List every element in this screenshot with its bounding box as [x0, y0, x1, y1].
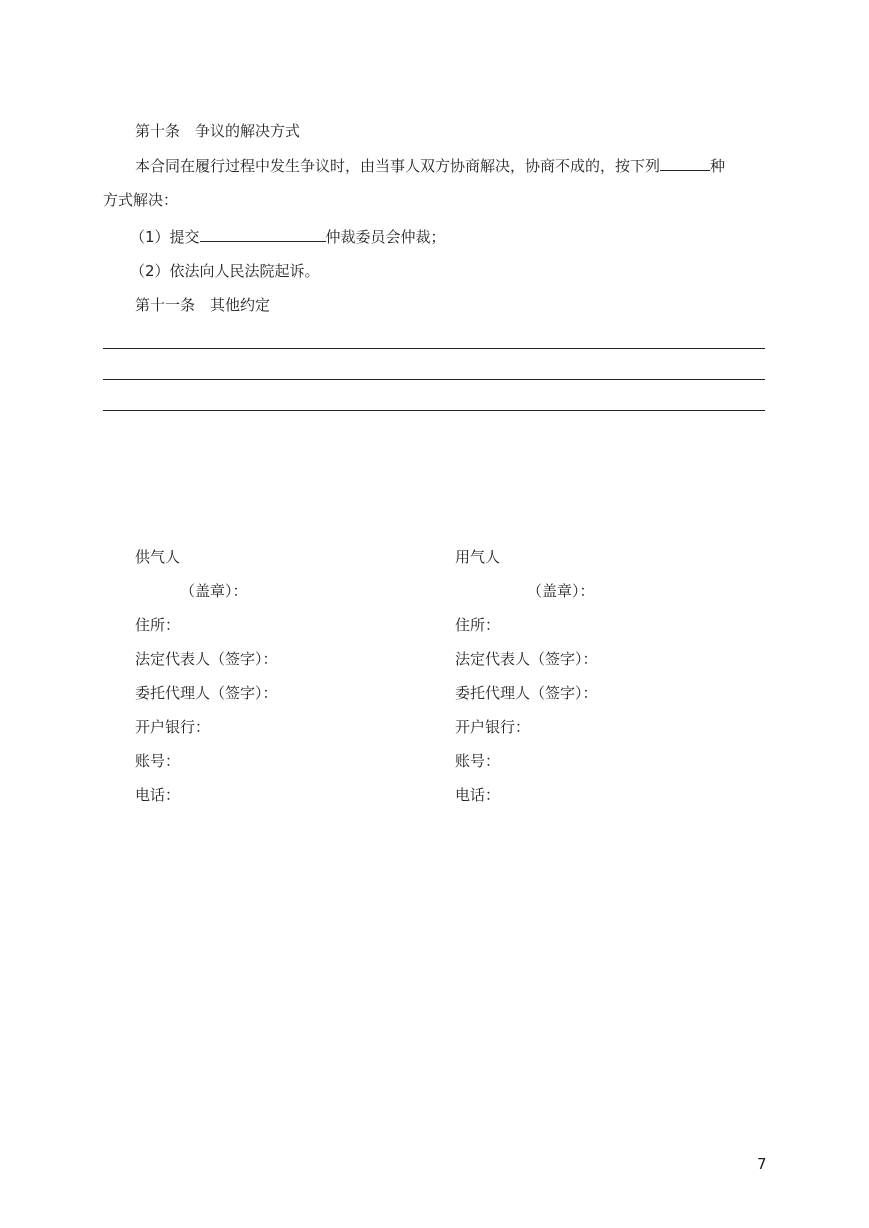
user-address: 住所：	[455, 616, 501, 634]
paragraph-text: 本合同在履行过程中发生争议时，由当事人双方协商解决，协商不成的，按下列	[135, 157, 661, 175]
method-count-blank[interactable]	[660, 156, 710, 171]
user-seal: （盖章）：	[527, 582, 595, 600]
other-agreement-line-1[interactable]	[103, 348, 765, 349]
other-agreement-line-3[interactable]	[103, 410, 765, 411]
supplier-title: 供气人	[135, 548, 181, 566]
paragraph-text-end: 种	[710, 157, 726, 175]
item1-prefix: （1）提交	[130, 228, 200, 246]
user-account: 账号：	[455, 752, 501, 770]
article10-item2: （2）依法向人民法院起诉。	[130, 262, 320, 280]
article10-paragraph-line1	[135, 156, 725, 176]
supplier-legal-rep: 法定代表人（签字）：	[135, 650, 278, 668]
arbitration-committee-blank[interactable]	[200, 227, 326, 242]
item1-suffix: 仲裁委员会仲裁；	[325, 228, 446, 246]
other-agreement-line-2[interactable]	[103, 379, 765, 380]
user-phone: 电话：	[455, 786, 501, 804]
supplier-phone: 电话：	[135, 786, 181, 804]
supplier-bank: 开户银行：	[135, 718, 211, 736]
user-bank: 开户银行：	[455, 718, 531, 736]
supplier-agent: 委托代理人（签字）：	[135, 684, 278, 702]
user-title: 用气人	[455, 548, 501, 566]
supplier-account: 账号：	[135, 752, 181, 770]
supplier-address: 住所：	[135, 616, 181, 634]
article11-heading: 第十一条 其他约定	[135, 296, 271, 314]
article10-item1	[130, 227, 446, 247]
article10-paragraph-line2: 方式解决：	[103, 191, 179, 209]
user-agent: 委托代理人（签字）：	[455, 684, 598, 702]
supplier-seal: （盖章）：	[180, 582, 248, 600]
page-number: 7	[757, 1155, 767, 1173]
article10-heading: 第十条 争议的解决方式	[135, 122, 301, 140]
user-legal-rep: 法定代表人（签字）：	[455, 650, 598, 668]
